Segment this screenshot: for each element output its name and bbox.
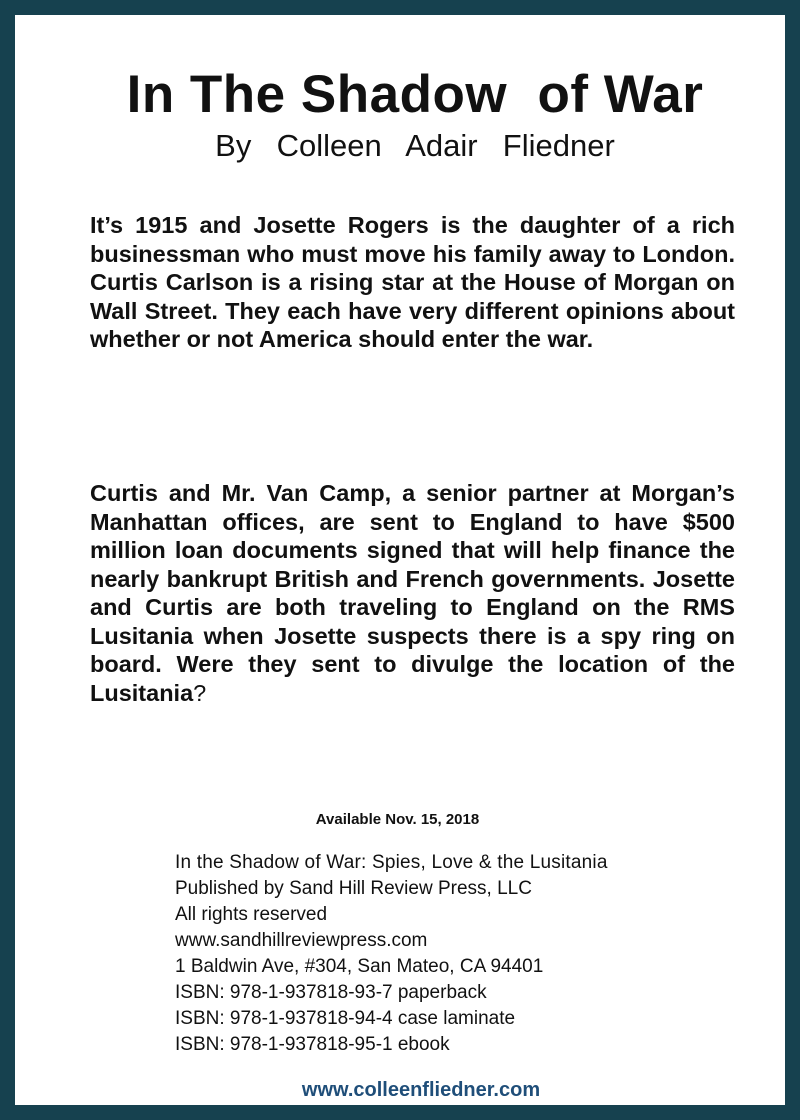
isbn-case-laminate: ISBN: 978-1-937818-94-4 case laminate	[175, 1008, 516, 1029]
synopsis-paragraph-2-text: Curtis and Mr. Van Camp, a senior partner at Morgan’s Manhattan offices, are sent to England to have $500 million loan documents signed that will help finance the nearly bankrupt British and French governments. Josette and Curtis are both traveling to England on the RMS Lusitania when Josette suspects there is a spy ring on board. Were they sent to divulge the location of the Lusitania	[90, 480, 735, 706]
publisher-address: 1 Baldwin Ave, #304, San Mateo, CA 94401	[175, 956, 544, 977]
author-website-link[interactable]: www.colleenfliedner.com	[301, 1079, 541, 1101]
synopsis-paragraph-2	[90, 479, 735, 707]
availability-date: Available Nov. 15, 2018	[315, 811, 480, 828]
synopsis-question-mark: ?	[193, 679, 207, 706]
publication-info	[175, 850, 735, 1058]
rights-line: All rights reserved	[175, 904, 328, 925]
publisher-website[interactable]: www.sandhillreviewpress.com	[175, 930, 428, 951]
author-byline: By Colleen Adair Fliedner	[215, 128, 615, 163]
isbn-ebook: ISBN: 978-1-937818-95-1 ebook	[175, 1034, 450, 1055]
synopsis-paragraph-1: It’s 1915 and Josette Rogers is the daughter of a rich businessman who must move his family away to London. Curtis Carlson is a rising star at the House of Morgan on Wall Street. They each have very different opinions about whether or not America should enter the war.	[90, 212, 735, 352]
book-title-heading: In The Shadow of War	[126, 65, 704, 124]
publication-book-title: In the Shadow of War: Spies, Love & the Lusitania	[175, 852, 608, 873]
isbn-paperback: ISBN: 978-1-937818-93-7 paperback	[175, 982, 487, 1003]
publisher-line: Published by Sand Hill Review Press, LLC	[175, 878, 532, 899]
